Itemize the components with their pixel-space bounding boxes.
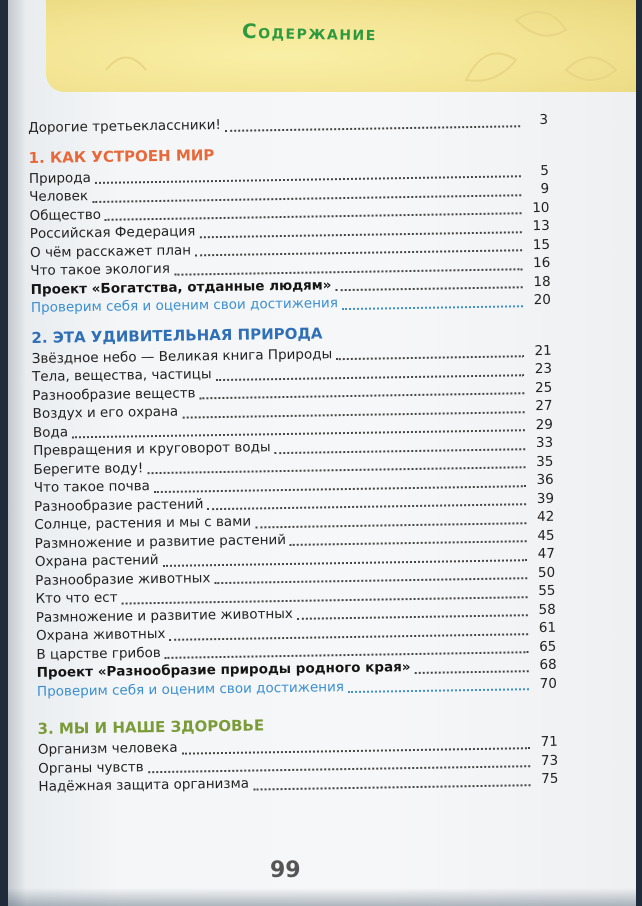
entry-page: 16 <box>532 254 551 272</box>
section-2-list <box>32 342 557 702</box>
entry-label: Разнообразие веществ <box>32 384 196 404</box>
entry-label: Превращения и круговорот воды <box>33 439 271 459</box>
entry-page: 10 <box>532 199 550 216</box>
entry-page: 33 <box>535 434 554 452</box>
entry-page: 71 <box>540 733 558 751</box>
entry-page: 47 <box>537 545 556 563</box>
leader-dots <box>336 286 523 291</box>
section-1-list <box>29 162 551 318</box>
leader-dots <box>348 688 529 693</box>
entry-label: Размножение и развитие растений <box>34 531 287 552</box>
entry-page: 27 <box>535 397 553 415</box>
entry-page: 18 <box>533 273 551 290</box>
header-banner <box>46 0 636 92</box>
page-number: 99 <box>270 858 301 883</box>
entry-page: 55 <box>538 582 556 600</box>
leaf-pattern-icon <box>46 0 636 92</box>
entry-label: Организм человека <box>37 739 178 758</box>
entry-label: Разнообразие растений <box>33 495 204 515</box>
entry-label: Размножение и развитие животных <box>35 605 293 626</box>
entry-label: Проверим себя и оценим свои достижения <box>30 295 339 316</box>
leader-dots <box>342 305 523 310</box>
entry-page: 21 <box>534 342 552 359</box>
entry-label: О чём расскажет план <box>29 241 192 261</box>
page-edge-shadow <box>8 888 636 906</box>
entry-label: Вода <box>32 423 69 441</box>
leader-dots <box>290 540 527 546</box>
entry-label: Проект «Богатства, отданные людям» <box>30 276 332 298</box>
entry-label: Охрана растений <box>34 552 159 570</box>
section-heading-3[interactable]: 3. МЫ И НАШЕ ЗДОРОВЬЕ <box>37 716 265 738</box>
book-page <box>8 0 636 906</box>
leader-dots <box>255 522 526 528</box>
entry-label: Проверим себя и оценим свои достижения <box>36 678 345 700</box>
entry-label: Что такое почва <box>33 478 151 496</box>
entry-page: 58 <box>538 601 556 618</box>
entry-page: 20 <box>533 291 552 309</box>
entry-label: В царстве грибов <box>36 644 161 663</box>
entry-page: 73 <box>540 752 559 769</box>
entry-page: 36 <box>536 471 554 489</box>
entry-page: 39 <box>536 490 555 507</box>
entry-label: Природа <box>28 169 91 187</box>
entry-label: Дорогие третьеклассники! <box>28 116 222 136</box>
leader-dots <box>225 125 520 132</box>
entry-label: Звёздное небо — Великая книга Природы <box>31 345 333 367</box>
entry-label: Тела, вещества, частицы <box>31 366 212 385</box>
entry-page: 15 <box>532 236 551 253</box>
entry-page: 70 <box>539 675 558 692</box>
entry-page: 9 <box>540 180 550 197</box>
leader-dots <box>336 355 524 360</box>
leader-dots <box>297 614 528 620</box>
entry-label: Разнообразие животных <box>35 569 211 589</box>
entry-label: Органы чувств <box>38 758 144 777</box>
table-of-contents <box>28 112 559 798</box>
entry-label: Проект «Разнообразие природы родного края» <box>36 659 411 681</box>
entry-label: Надёжная защита организма <box>38 775 250 795</box>
page-title: Содержание <box>241 18 378 46</box>
entry-label: Берегите воду! <box>33 459 144 478</box>
leader-dots <box>253 784 530 790</box>
entry-page: 5 <box>540 162 549 179</box>
entry-label: Что такое экология <box>30 260 170 279</box>
entry-page: 45 <box>537 527 555 544</box>
entry-label: Кто что ест <box>35 589 118 607</box>
entry-page: 3 <box>539 111 549 128</box>
entry-page: 42 <box>536 508 555 526</box>
leader-dots <box>275 448 526 454</box>
entry-page: 29 <box>535 416 553 433</box>
section-3-list <box>38 734 559 798</box>
entry-label: Человек <box>29 188 89 205</box>
entry-page: 65 <box>539 638 557 655</box>
entry-page: 50 <box>537 564 556 581</box>
section-heading-1[interactable]: 1. КАК УСТРОЕН МИР <box>28 145 215 167</box>
entry-label: Воздух и его охрана <box>32 403 179 422</box>
entry-page: 68 <box>539 656 557 674</box>
entry-label: Российская Федерация <box>29 223 196 242</box>
leader-dots <box>415 670 529 674</box>
entry-page: 61 <box>538 619 557 637</box>
entry-page: 35 <box>536 453 554 470</box>
section-heading-2[interactable]: 2. ЭТА УДИВИТЕЛЬНАЯ ПРИРОДА <box>31 323 323 347</box>
entry-page: 75 <box>541 770 559 788</box>
entry-page: 13 <box>532 217 550 235</box>
entry-page: 23 <box>534 360 553 378</box>
entry-label: Охрана животных <box>35 625 166 644</box>
entry-page: 25 <box>534 379 553 396</box>
toc-intro-entry[interactable] <box>28 112 548 139</box>
entry-label: Общество <box>29 206 102 224</box>
entry-label: Солнце, растения и мы с вами <box>34 513 252 533</box>
